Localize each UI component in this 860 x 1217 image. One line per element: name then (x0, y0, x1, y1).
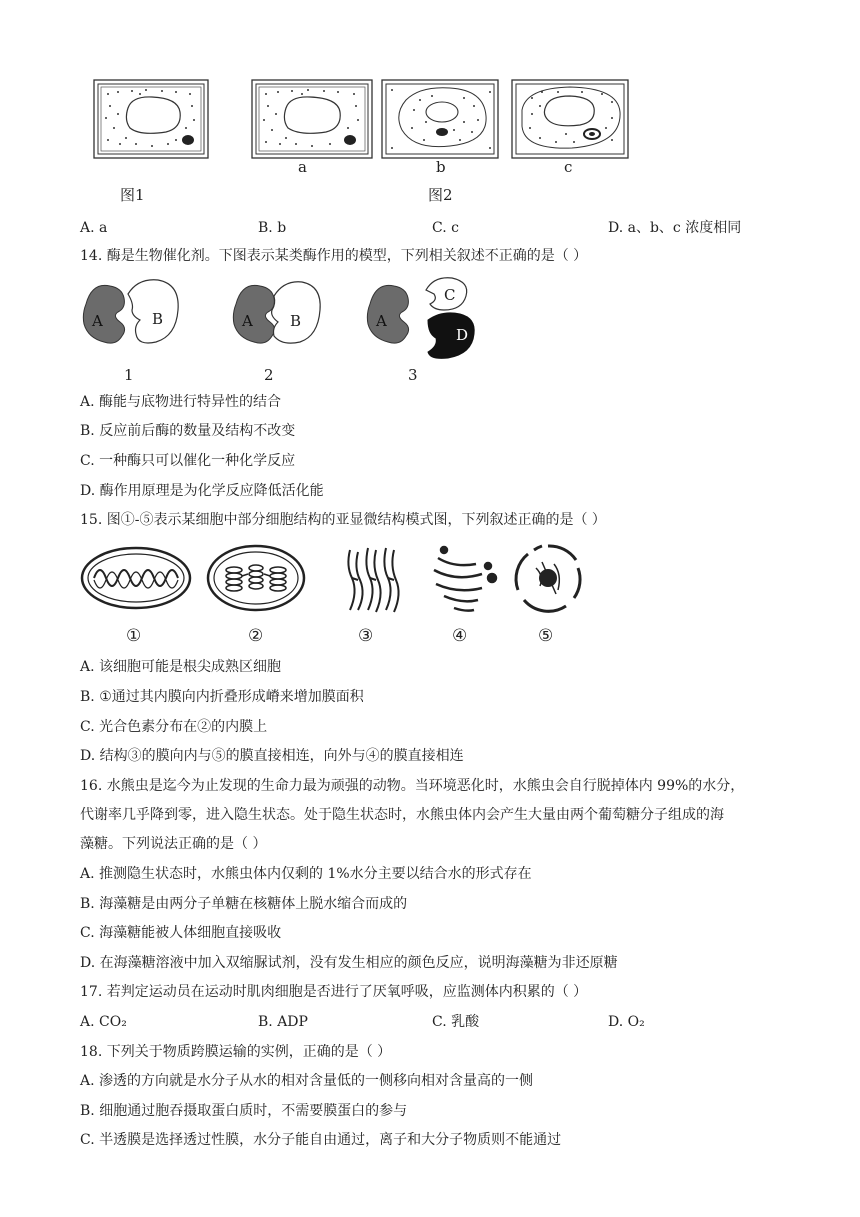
enzyme-a-1 (83, 285, 124, 343)
q16-stem-line-3: 藻糖。下列说法正确的是（ ） (80, 836, 267, 852)
label-b-1: B (152, 310, 164, 328)
q15-option-c: C. 光合色素分布在②的内膜上 (80, 719, 268, 735)
q14-stem: 14. 酶是生物催化剂。下图表示某类酶作用的模型，下列相关叙述不正确的是（ ） (80, 248, 588, 264)
q13-option-a: A. a (80, 220, 108, 236)
q16-option-d: D. 在海藻糖溶液中加入双缩脲试剂，没有发生相应的颜色反应，说明海藻糖为非还原糖 (80, 955, 618, 971)
q13-option-c: C. c (432, 220, 459, 236)
sub-label-a: a (298, 158, 307, 176)
sub-label-b: b (436, 158, 446, 176)
label-a-1: A (92, 312, 103, 330)
q14-option-b: B. 反应前后酶的数量及结构不改变 (80, 423, 296, 439)
label-b-2: B (290, 312, 302, 330)
structure-label-3: ③ (358, 626, 374, 646)
cell-figure-b (382, 80, 498, 158)
label-a-2: A (242, 312, 253, 330)
q16-stem-line-1: 16. 水熊虫是迄今为止发现的生命力最为顽强的动物。当环境恶化时，水熊虫会自行脱掉体内 99%的水分， (80, 778, 745, 794)
q16-option-a: A. 推测隐生状态时，水熊虫体内仅剩的 1%水分主要以结合水的形式存在 (80, 866, 532, 882)
q18-option-a: A. 渗透的方向就是水分子从水的相对含量低的一侧移向相对含量高的一侧 (80, 1073, 534, 1089)
sub-label-c: c (564, 158, 573, 176)
q17-stem: 17. 若判定运动员在运动时肌肉细胞是否进行了厌氧呼吸，应监测体内积累的（ ） (80, 984, 588, 1000)
q15-option-d: D. 结构③的膜向内与⑤的膜直接相连，向外与④的膜直接相连 (80, 748, 464, 764)
enzyme-a-2 (233, 285, 274, 343)
q18-option-c: C. 半透膜是选择透过性膜，水分子能自由通过，离子和大分子物质则不能通过 (80, 1132, 562, 1148)
q17-option-d: D. O₂ (608, 1014, 645, 1030)
q14-option-d: D. 酶作用原理是为化学反应降低活化能 (80, 483, 324, 499)
q13-option-b: B. b (258, 220, 287, 236)
plant-cells-figure (80, 70, 640, 210)
q16-stem-line-2: 代谢率几乎降到零，进入隐生状态。处于隐生状态时，水熊虫体内会产生大量由两个葡萄糖分子组成的海 (80, 807, 724, 823)
endoplasmic-reticulum-icon (348, 548, 398, 612)
cell-figure-a (252, 80, 372, 158)
q15-option-a: A. 该细胞可能是根尖成熟区细胞 (80, 659, 282, 675)
q18-option-b: B. 细胞通过胞吞摄取蛋白质时，不需要膜蛋白的参与 (80, 1103, 408, 1119)
fig2-caption: 图2 (428, 186, 453, 204)
q15-stem: 15. 图①-⑤表示某细胞中部分细胞结构的亚显微结构模式图，下列叙述正确的是（ ） (80, 512, 606, 528)
label-a-3: A (376, 312, 387, 330)
organelle-figure (78, 540, 598, 620)
label-c: C (444, 286, 456, 304)
step-label-3: 3 (408, 366, 418, 384)
fig1-caption: 图1 (120, 186, 145, 204)
q17-option-c: C. 乳酸 (432, 1014, 480, 1030)
q16-option-b: B. 海藻糖是由两分子单糖在核糖体上脱水缩合而成的 (80, 896, 408, 912)
cell-figure-c (512, 80, 628, 158)
structure-label-5: ⑤ (538, 626, 554, 646)
q15-option-b: B. ①通过其内膜向内折叠形成嵴来增加膜面积 (80, 689, 364, 705)
cell-figure-1 (94, 80, 208, 158)
q16-option-c: C. 海藻糖能被人体细胞直接吸收 (80, 925, 282, 941)
q14-option-a: A. 酶能与底物进行特异性的结合 (80, 394, 282, 410)
q13-option-d: D. a、b、c 浓度相同 (608, 220, 742, 236)
enzyme-a-3 (367, 285, 408, 343)
label-d: D (456, 326, 469, 344)
structure-label-4: ④ (452, 626, 468, 646)
structure-label-1: ① (126, 626, 142, 646)
structure-label-2: ② (248, 626, 264, 646)
q18-stem: 18. 下列关于物质跨膜运输的实例，正确的是（ ） (80, 1044, 392, 1060)
golgi-apparatus-icon (434, 547, 496, 611)
nucleus-icon (516, 546, 580, 611)
enzyme-model-figure (78, 274, 498, 386)
step-label-1: 1 (124, 366, 134, 384)
q14-option-c: C. 一种酶只可以催化一种化学反应 (80, 453, 296, 469)
q17-option-b: B. ADP (258, 1014, 308, 1030)
chloroplast-icon (208, 546, 304, 610)
q17-option-a: A. CO₂ (80, 1014, 127, 1030)
mitochondrion-icon (82, 548, 190, 608)
step-label-2: 2 (264, 366, 274, 384)
